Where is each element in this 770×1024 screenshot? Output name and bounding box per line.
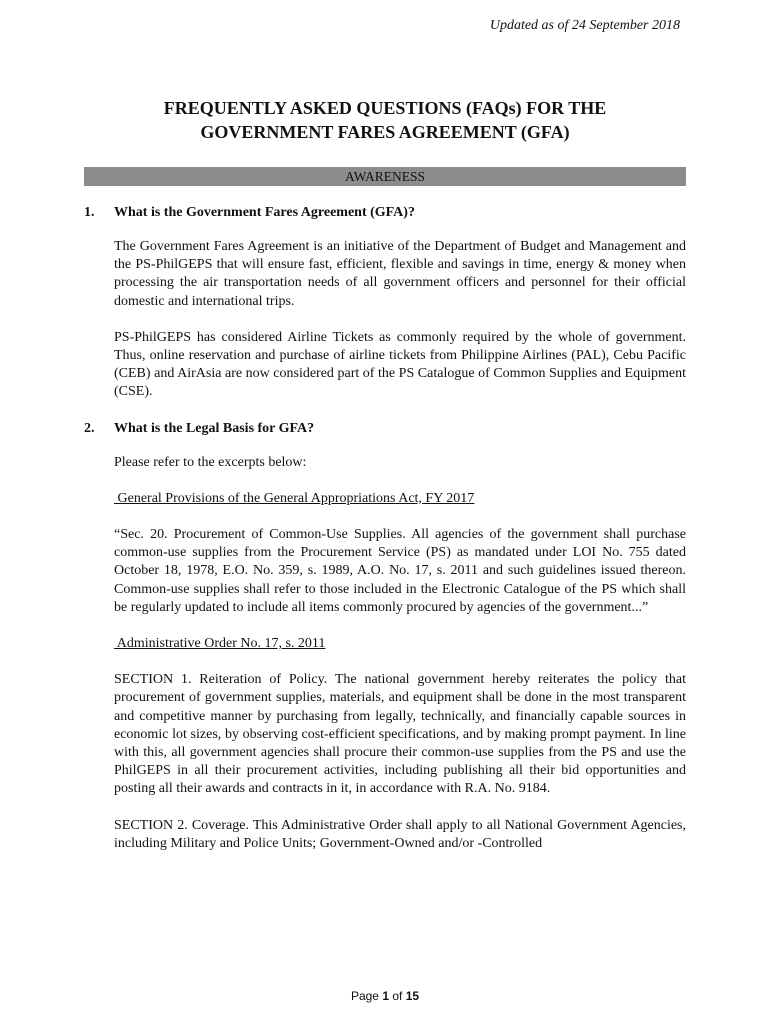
updated-date: Updated as of 24 September 2018 xyxy=(489,18,680,33)
question-1-text: What is the Government Fares Agreement (GFA)? xyxy=(114,205,415,220)
question-1 xyxy=(84,204,686,222)
question-1-number: 1. xyxy=(84,205,95,220)
page-number: 1 xyxy=(382,989,389,1003)
page-total: 15 xyxy=(405,989,420,1003)
ao-section-2: SECTION 2. Coverage. This Administrative Order shall apply to all National Government Agencies, including Military and Police Units; Government-Owned and/or -Controlled xyxy=(114,817,686,851)
page-footer xyxy=(0,989,770,1003)
question-2 xyxy=(84,420,686,438)
answer-1-paragraph-2: PS-PhilGEPS has considered Airline Tickets as commonly required by the whole of government. Thus, online reservation and purchase of airline tickets from Philippine Airlines (PAL), Cebu Pacific (CEB) and AirAsia are now considered part of the PS Catalogue of Common Supplies and Equipment (CSE). xyxy=(114,329,686,400)
page-title xyxy=(0,96,770,144)
ao-heading: Administrative Order No. 17, s. 2011 xyxy=(114,636,326,652)
ao-section-1: SECTION 1. Reiteration of Policy. The national government hereby reiterates the policy that procurement of government supplies, materials, and equipment shall be done in the most transparent and competitive manner by purchasing from legally, technically, and financially capable sources in economic lot sizes, by observing cost-efficient specifications, and by making prompt payment. In line with this, all government agencies shall procure their common-use supplies from the PS and use the PhilGEPS in all their procurement activities, including publishing all their bid opportunities and posting all their awards and contracts in it, in accordance with R.A. No. 9184. xyxy=(114,672,686,797)
answer-1-paragraph-1: The Government Fares Agreement is an initiative of the Department of Budget and Management and the PS-PhilGEPS that will ensure fast, efficient, flexible and savings in time, energy & money when processing the air transportation needs of all government officers and personnel for their official domestic and international trips. xyxy=(114,239,686,309)
section-header-awareness: AWARENESS xyxy=(84,167,686,186)
question-2-text: What is the Legal Basis for GFA? xyxy=(114,420,315,436)
title-line-2: GOVERNMENT FARES AGREEMENT (GFA) xyxy=(200,122,570,142)
page-word: Page xyxy=(350,989,379,1003)
answer-2-intro: Please refer to the excerpts below: xyxy=(114,454,307,470)
gaa-heading: General Provisions of the General Appropriations Act, FY 2017 xyxy=(114,490,475,506)
of-word: of xyxy=(392,989,403,1003)
title-line-1: FREQUENTLY ASKED QUESTIONS (FAQs) FOR THE xyxy=(163,98,607,118)
document-body xyxy=(84,204,686,871)
question-2-number: 2. xyxy=(84,420,95,436)
gaa-quote: “Sec. 20. Procurement of Common-Use Supplies. All agencies of the government shall purchase common-use supplies from the Procurement Service (PS) as mandated under LOI No. 755 dated October 18, 1978, E.O. No. 359, s. 1989, A.O. No. 17, s. 2011 and such guidelines issued thereon. Common-use supplies shall refer to those included in the Electronic Catalogue of the PS which shall be regularly updated to include all items commonly procured by agencies of the government...” xyxy=(114,527,686,615)
